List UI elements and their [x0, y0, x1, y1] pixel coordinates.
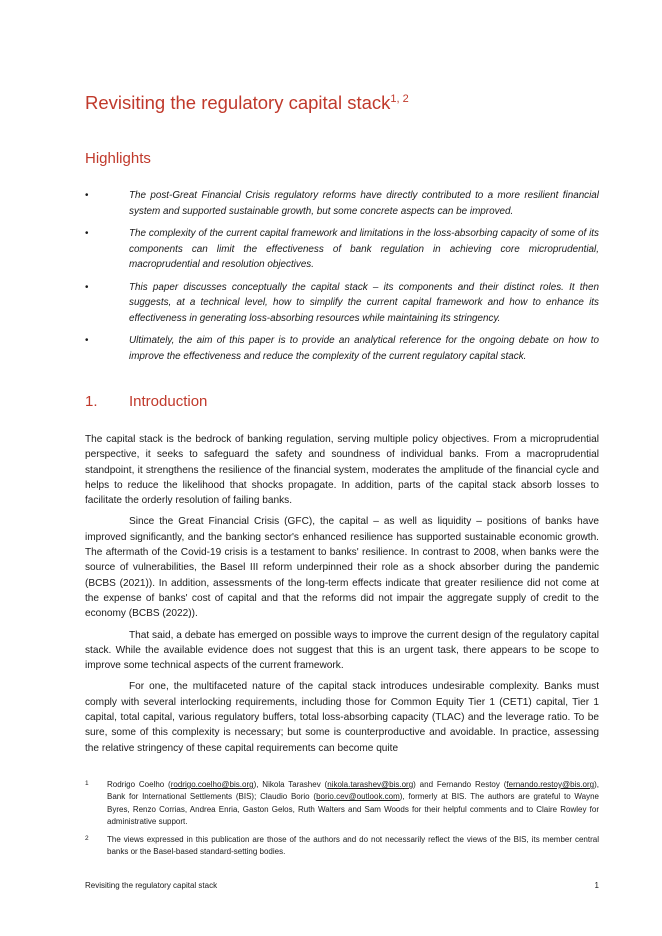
document-title: [85, 92, 409, 114]
body-paragraph: Since the Great Financial Crisis (GFC), the capital – as well as liquidity – positions of banks have improved significantly, and the banking sector's enhanced resilience has supported sustainable economic growth. The aftermath of the Covid-19 crisis is a testament to banks' resilience. In contrast to 2008, when banks were the source of vulnerabilities, the Basel III reform underpinned their role as a shock absorber during the pandemic (BCBS (2021)). In addition, assessments of the long-term effects indicate that greater resilience did not come at the expense of banks' cost of capital and that the reforms did not impair the aggregate supply of credit to the economy (BCBS (2022)).: [85, 516, 599, 620]
highlight-item: [85, 188, 599, 219]
email-link-borio[interactable]: borio.cev@outlook.com: [316, 792, 400, 802]
bullet-icon: •: [85, 228, 89, 239]
footnote-2: [85, 834, 599, 859]
title-footnote-markers: 1, 2: [390, 92, 409, 105]
bullet-icon: •: [85, 335, 89, 346]
email-link-coelho[interactable]: rodrigo.coelho@bis.org: [170, 780, 254, 789]
footnote-text: Rodrigo Coelho (: [107, 780, 171, 789]
highlight-item: [85, 333, 599, 364]
highlights-heading: Highlights: [85, 150, 151, 167]
page-number: 1: [594, 881, 599, 890]
footnote-number: 1: [85, 780, 89, 787]
section-title: Introduction: [129, 393, 208, 410]
body-paragraph: That said, a debate has emerged on possible ways to improve the current design of the regulatory capital stack. While the available evidence does not suggest that this is an urgent task, there appears to be scope to improve some technical aspects of the current framework.: [85, 629, 599, 672]
page-footer: [85, 881, 599, 890]
footnotes: [85, 779, 599, 865]
highlight-text: Ultimately, the aim of this paper is to provide an analytical reference for the ongoing debate on how to improve the effectiveness and reduce the complexity of the current regulatory capital stack.: [129, 335, 599, 362]
highlight-item: [85, 280, 599, 327]
body-paragraph: For one, the multifaceted nature of the capital stack introduces undesirable complexity. Banks must comply with several interlocking requirements, including those for Common Equity Tier 1 (CET1) capital, Tier 1 capital, total capital, various regulatory buffers, total loss-absorbing capacity (TLAC) and the leverage ratio. To be sure, some of this complexity is necessary; but some is counterproductive and avoidable. In practice, assessing the relative stringency of these capital requirements can become quite: [85, 681, 599, 754]
email-link-restoy[interactable]: fernando.restoy@bis.org: [506, 780, 595, 789]
body-paragraph: The capital stack is the bedrock of banking regulation, serving multiple policy objectives. From a microprudential perspective, it seeks to safeguard the safety and soundness of individual banks. From a macroprudential standpoint, it strengthens the resilience of the financial system, moderates the amplitude of the financial cycle and helps to reduce the likelihood that shocks propagate. In addition, parts of the capital stack absorb losses to facilitate the orderly resolution of failing banks.: [85, 434, 599, 507]
highlight-text: This paper discusses conceptually the capital stack – its components and their distinct roles. It then suggests, at a technical level, how to simplify the current capital framework and how to enhance its effectiveness in generating loss-absorbing resources while maintaining its stringency.: [129, 281, 599, 324]
footnote-text: ), Bank for International Settlements (BIS); Claudio Borio (: [107, 780, 600, 802]
introduction-body: [85, 432, 599, 762]
highlights-list: [85, 188, 599, 371]
highlight-item: [85, 226, 599, 273]
section-number: 1.: [85, 393, 98, 410]
highlight-text: The complexity of the current capital framework and limitations in the loss-absorbing capacity of some of its components can limit the effectiveness of bank regulation in achieving core microprudential, macroprudential and resolution objectives.: [129, 228, 599, 270]
footnote-text: ), Nikola Tarashev (: [253, 780, 328, 789]
bullet-icon: •: [85, 190, 89, 201]
email-link-tarashev[interactable]: nikola.tarashev@bis.org: [327, 780, 414, 789]
section-heading-introduction: [85, 393, 207, 410]
footnote-1: [85, 779, 599, 828]
footnote-number: 2: [85, 835, 89, 843]
title-text: Revisiting the regulatory capital stack: [85, 92, 391, 113]
bullet-icon: •: [85, 281, 89, 293]
footnote-text: The views expressed in this publication are those of the authors and do not necessarily reflect the views of the BIS, its member central banks or the Basel-based standard-setting bodies.: [107, 835, 599, 857]
footnote-text: ) and Fernando Restoy (: [413, 780, 507, 789]
footnote-text: ), formerly at BIS. The authors are grateful to Wayne Byres, Renzo Corrias, Andrea Enria, Gaston Gelos, Ruth Walters and Sam Woods for their helpful comments and to Claire Rowley for administrative support.: [107, 792, 599, 826]
footer-running-title: Revisiting the regulatory capital stack: [85, 881, 218, 890]
highlight-text: The post-Great Financial Crisis regulatory reforms have directly contributed to a more resilient financial system and supported sustainable growth, but some concrete aspects can be improved.: [129, 190, 599, 217]
